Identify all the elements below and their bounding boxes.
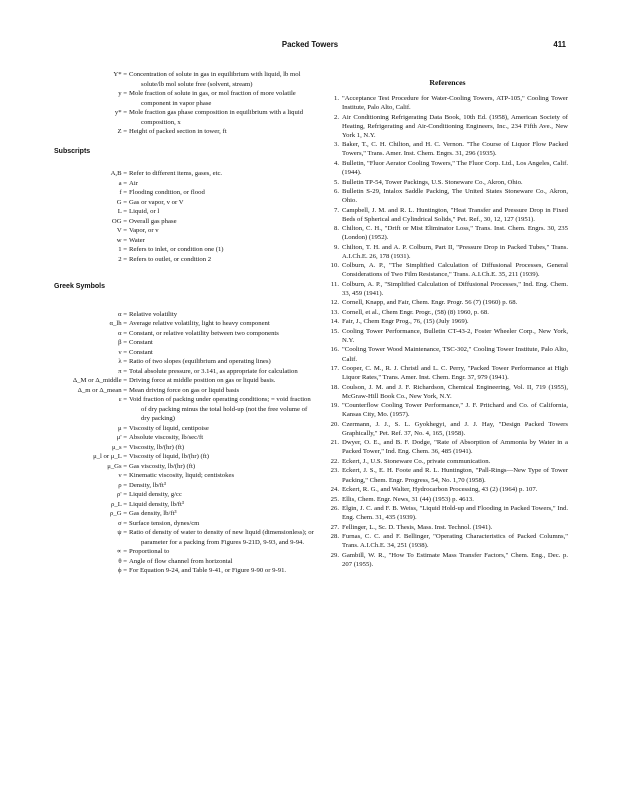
definition-symbol: μ_s = <box>112 443 127 451</box>
definition-text: Gas density, lb/ft³ <box>129 510 177 517</box>
definition-symbol: α_lh = <box>109 320 127 327</box>
reference-item <box>327 345 568 363</box>
definition-text: Liquid, or l <box>129 208 160 215</box>
reference-item <box>327 495 568 504</box>
reference-text: Eckert, R. G., and Walter, Hydrocarbon Processing, 43 (2) (1964) p. 107. <box>342 486 538 494</box>
definition-symbol: y = <box>118 90 127 97</box>
reference-item <box>327 523 568 532</box>
reference-item <box>327 308 568 317</box>
definition-text: Gas or vapor, v or V <box>129 198 184 206</box>
definition-text: Vapor, or v <box>129 227 159 234</box>
reference-text: Bulletin S-29, Intalox Saddle Packing, The United States Stoneware Co., Akron, Ohio. <box>342 187 568 205</box>
reference-number: 11. <box>330 280 339 288</box>
reference-number: 14. <box>330 318 339 326</box>
reference-item <box>327 485 568 494</box>
reference-number: 18. <box>330 383 339 391</box>
reference-number: 27. <box>330 523 339 531</box>
reference-text: Cooling Tower Performance, Bulletin CT-43-2, Foster Wheeler Corp., New York, N.Y. <box>342 327 568 344</box>
reference-text: Eckert, J., U.S. Stoneware Co., private communication. <box>342 457 491 465</box>
definition-text: Water <box>129 236 145 244</box>
definition-row <box>54 519 316 529</box>
reference-number: 23. <box>330 467 339 475</box>
definition-row <box>54 255 316 265</box>
definition-text: Mole fraction gas phase composition in equilibrium with a liquid composition, x <box>129 109 304 126</box>
definition-row <box>54 490 316 500</box>
definition-row <box>54 226 316 236</box>
definition-row <box>54 169 316 179</box>
reference-number: 22. <box>330 457 339 465</box>
definition-symbol: Δ_m or Δ_mean = <box>77 386 127 394</box>
definition-symbol: y* = <box>114 109 127 116</box>
reference-item <box>327 280 568 298</box>
reference-text: Gambill, W. R., "How To Estimate Mass Transfer Factors," Chem. Eng., Dec. p. 207 (1955). <box>342 551 568 568</box>
definition-text: Liquid density, g/cc <box>129 491 182 498</box>
definition-text: Concentration of solute in gas in equilibrium with liquid, lb mol solute/lb mol solute free (solvent, stream) <box>129 71 301 88</box>
definition-text: Total absolute pressure, or 3.141, as appropriate for calculation <box>129 367 298 375</box>
definition-row <box>54 471 316 481</box>
reference-text: Colburn, A. P., "The Simplified Calculation of Diffusional Processes, General Considerations of Two Film Resistance," Trans. A.I.Ch.E. 35, 211 (1939). <box>342 262 568 279</box>
reference-text: Colburn, A. P., "Simplified Calculation of Diffusional Processes," Ind. Eng. Chem. 33, 459 (1941). <box>342 280 568 297</box>
reference-text: Campbell, J. M. and R. L. Huntington, "Heat Transfer and Pressure Drop in Fixed Beds of Spherical and Cylindrical Solids," Pet. Ref., 30, 12, 127 (1951). <box>342 206 568 223</box>
definition-symbol: 1 = <box>118 246 127 253</box>
definition-text: Height of packed section in tower, ft <box>129 128 227 135</box>
reference-number: 13. <box>330 308 339 316</box>
definition-row <box>54 70 316 89</box>
reference-item <box>327 551 568 569</box>
reference-item <box>327 504 568 522</box>
definition-row <box>54 207 316 217</box>
definition-text: Flooding condition, or flood <box>129 189 205 196</box>
reference-item <box>327 298 568 307</box>
definition-symbol: Z = <box>117 128 127 135</box>
definition-symbol: OG = <box>111 217 127 225</box>
definition-row <box>54 357 316 367</box>
definition-symbol: Y* = <box>113 71 127 78</box>
definition-symbol: μ = <box>117 424 127 432</box>
definition-row <box>54 217 316 227</box>
definition-text: Constant, or relative volatility between two components <box>129 329 279 337</box>
reference-text: Fellinger, L., Sc. D. Thesis, Mass. Inst. Technol. (1941). <box>342 523 493 531</box>
subscripts-heading: Subscripts <box>54 147 91 155</box>
definition-symbol: ∝ = <box>116 548 127 555</box>
definition-row <box>54 566 316 576</box>
definition-text: Average relative volatility, light to heavy component <box>129 320 270 327</box>
definition-symbol: π = <box>118 367 127 375</box>
definition-row <box>54 338 316 348</box>
reference-item <box>327 178 568 187</box>
definition-text: Mean driving force on gas or liquid basis <box>129 386 240 394</box>
definition-text: Refer to different items, gases, etc. <box>129 170 223 177</box>
reference-text: Cornell, et al., Chem Engr. Progr., (58) (8) 1960, p. 68. <box>342 308 489 316</box>
greek-symbols-list <box>54 310 316 576</box>
reference-text: Dwyer, O. E., and B. F. Dodge, "Rate of Absorption of Ammonia by Water in a Packed Tower," Ind. Eng. Chem. 36, 485 (1941). <box>342 439 568 456</box>
definition-text: Gas viscosity, lb/(hr) (ft) <box>129 462 196 470</box>
definition-symbol: ρ_G = <box>110 510 127 517</box>
reference-item <box>327 159 568 177</box>
reference-number: 5. <box>333 178 339 186</box>
definition-text: Surface tension, dynes/cm <box>129 519 200 527</box>
reference-item <box>327 113 568 140</box>
definition-text: Constant <box>129 348 153 356</box>
definition-symbol: β = <box>118 339 127 346</box>
references-heading: References <box>429 78 466 87</box>
definition-symbol: ϕ = <box>118 567 127 574</box>
definition-row <box>54 481 316 491</box>
reference-item <box>327 140 568 158</box>
definition-symbol: λ = <box>118 358 127 365</box>
reference-number: 26. <box>330 504 339 512</box>
reference-text: Cornell, Knapp, and Fair, Chem. Engr. Progr. 56 (7) (1960) p. 68. <box>342 299 518 307</box>
definition-row <box>54 188 316 198</box>
reference-number: 1. <box>333 95 339 103</box>
page-number: 411 <box>553 40 566 49</box>
reference-item <box>327 466 568 484</box>
reference-number: 8. <box>333 225 339 233</box>
reference-number: 10. <box>330 262 339 270</box>
definition-text: Refers to outlet, or condition 2 <box>129 255 212 263</box>
definition-row <box>54 89 316 108</box>
running-header-title: Packed Towers <box>281 40 339 49</box>
reference-text: Czermann, J. J., S. L. Gyokhegyi, and J. J. Hay, "Design Packed Towers Graphically," Pet. Ref. 37, No. 4, 165, (1958). <box>342 420 568 437</box>
definition-symbol: G = <box>116 198 127 206</box>
definition-text: Kinematic viscosity, liquid; centistokes <box>129 472 235 479</box>
definition-text: Ratio of density of water to density of new liquid (dimensionless); or parameter for a packing from Figures 9-21D, 9-93, and 9-94. <box>129 529 314 546</box>
reference-text: Cooper, C. M., R. J. Christl and L. C. Perry, "Packed Tower Performance at High Liquor Rates," Trans. Amer. Inst. Chem. Engr. 37, 979 (1941). <box>342 365 568 382</box>
definition-row <box>54 433 316 443</box>
reference-number: 7. <box>333 206 339 214</box>
reference-number: 9. <box>333 243 339 251</box>
reference-item <box>327 383 568 401</box>
definition-row <box>54 500 316 510</box>
definition-text: Angle of flow channel from horizontal <box>129 557 233 565</box>
definition-text: Air <box>129 179 138 187</box>
reference-number: 16. <box>330 346 339 354</box>
reference-number: 2. <box>333 113 339 121</box>
definition-symbol: ε = <box>118 396 127 403</box>
reference-text: Baker, T., C. H. Chilton, and H. C. Vernon. "The Course of Liquor Flow Packed Towers," Trans. Amer. Inst. Chem. Engrs. 31, 296 (1935). <box>342 141 568 158</box>
reference-item <box>327 532 568 550</box>
reference-text: Air Conditioning Refrigerating Data Book, 10th Ed. (1958), American Society of Heating, Refrigerating and Air-Conditioning Engineers, Inc., 234 Fifth Ave., New York 1, N.Y. <box>342 113 568 139</box>
reference-text: "Acceptance Test Procedure for Water-Cooling Towers, ATP-105," Cooling Tower Institute, Palo Alto, Calif. <box>342 95 568 112</box>
definition-row <box>54 310 316 320</box>
definition-symbol: 2 = <box>118 255 127 263</box>
reference-number: 17. <box>330 365 339 373</box>
definition-row <box>54 452 316 462</box>
definition-symbol: a = <box>118 179 127 187</box>
reference-item <box>327 438 568 456</box>
reference-item <box>327 243 568 261</box>
reference-text: Fair, J., Chem Engr Prog., 76, (15) (July 1969). <box>342 318 469 326</box>
definition-row <box>54 329 316 339</box>
definition-symbol: α = <box>118 329 127 337</box>
reference-item <box>327 420 568 438</box>
reference-text: Elgin, J. C. and F. B. Weiss, "Liquid Hold-up and Flooding in Packed Towers," Ind. Eng. Chem. 31, 435 (1939). <box>342 504 568 522</box>
reference-number: 28. <box>330 533 339 541</box>
definition-symbol: α = <box>118 310 127 318</box>
definition-text: Void fraction of packing under operating conditions; = void fraction of dry packing minus the total hold-up (not the free volume of dry packing) <box>129 396 311 422</box>
reference-text: Eckert, J. S., E. H. Foote and R. L. Huntington, "Pall-Rings—New Type of Tower Packing," Chem. Engr. Progress, 54, No. 1,70 (1958). <box>342 467 568 484</box>
definition-symbol: ρ' = <box>117 491 127 498</box>
definition-symbol: V = <box>116 227 127 234</box>
definition-row <box>54 245 316 255</box>
definition-row <box>54 386 316 396</box>
definition-text: Liquid density, lb/ft³ <box>129 500 184 508</box>
definition-row <box>54 443 316 453</box>
reference-text: Ellis, Chem. Engr. News, 31 (44) (1953) p. 4613. <box>342 495 474 503</box>
definition-row <box>54 367 316 377</box>
reference-number: 29. <box>330 551 339 559</box>
reference-item <box>327 364 568 382</box>
nomenclature-column <box>54 70 316 576</box>
reference-item <box>327 317 568 326</box>
reference-number: 19. <box>330 402 339 410</box>
definition-text: Proportional to <box>129 548 170 555</box>
reference-item <box>327 261 568 279</box>
reference-text: "Cooling Tower Wood Maintenance, TSC-302," Cooling Tower Institute, Palo Alto, Calif. <box>342 346 568 363</box>
definition-symbol: σ = <box>117 519 127 527</box>
definition-text: Refers to inlet, or condition one (1) <box>129 246 224 253</box>
definition-text: For Equation 9-24, and Table 9-41, or Figure 9-90 or 9-91. <box>129 567 287 574</box>
reference-item <box>327 187 568 205</box>
definition-row <box>54 348 316 358</box>
definition-row <box>54 376 316 386</box>
definition-row <box>54 179 316 189</box>
reference-number: 24. <box>330 486 339 494</box>
reference-text: Bulletin TP-54, Tower Packings, U.S. Stoneware Co., Akron, Ohio. <box>342 178 523 186</box>
definition-row <box>54 547 316 557</box>
definition-text: Overall gas phase <box>129 217 177 225</box>
definition-row <box>54 319 316 329</box>
references-list <box>327 94 568 569</box>
definition-symbol: w = <box>116 236 127 244</box>
definition-text: Constant <box>129 339 153 346</box>
references-column <box>327 78 568 569</box>
definition-symbol: μ' = <box>116 434 127 441</box>
definition-symbol: Δ_M or Δ_middle = <box>72 377 127 384</box>
reference-item <box>327 224 568 242</box>
subscripts-list <box>54 169 316 264</box>
definition-text: Viscosity, lb/(hr) (ft) <box>129 443 185 451</box>
reference-text: Chilton, C. H., "Drift or Mist Eliminator Loss," Trans. Inst. Chem. Engrs. 30, 235 (London) (1952). <box>342 225 568 242</box>
definition-row <box>54 127 316 137</box>
definition-row <box>54 395 316 424</box>
reference-number: 15. <box>330 327 339 335</box>
definition-text: Density, lb/ft³ <box>129 481 166 489</box>
definition-symbol: f = <box>119 189 127 196</box>
definition-text: Absolute viscosity, lb/sec/ft <box>129 434 204 441</box>
greek-heading: Greek Symbols <box>54 283 105 290</box>
definition-row <box>54 462 316 472</box>
reference-text: Furnas, C. C. and F. Bellinger, "Operating Characteristics of Packed Columns," Trans. A.I.Ch.E. 34, 251 (1938). <box>342 533 568 550</box>
definition-row <box>54 424 316 434</box>
definition-row <box>54 108 316 127</box>
definition-row <box>54 557 316 567</box>
definition-row <box>54 528 316 547</box>
definition-text: Viscosity of liquid, centipoise <box>129 424 209 432</box>
definition-symbol: μ_l or μ_L = <box>93 453 127 460</box>
definition-symbol: ν = <box>118 348 127 356</box>
definition-row <box>54 198 316 208</box>
definition-symbol: A,B = <box>110 170 127 177</box>
definition-symbol: θ = <box>118 557 127 565</box>
definition-symbol: L = <box>117 208 127 215</box>
definition-text: Viscosity of liquid, lb/(hr) (ft) <box>129 453 210 460</box>
reference-number: 21. <box>330 439 339 447</box>
reference-number: 3. <box>333 141 339 149</box>
reference-text: Chilton, T. H. and A. P. Colburn, Part II, "Pressure Drop in Packed Tubes," Trans. A.I.Ch.E. 26, 178 (1931). <box>342 243 568 260</box>
definition-text: Relative volatility <box>129 310 178 318</box>
definition-symbol: ρ = <box>118 481 127 489</box>
reference-text: Bulletin, "Fluor Aerator Cooling Towers," The Fluor Corp. Ltd., Los Angeles, Calif. (1944). <box>342 159 568 177</box>
reference-number: 20. <box>330 420 339 428</box>
top-definitions <box>54 70 316 137</box>
reference-item <box>327 401 568 419</box>
definition-symbol: ν = <box>118 472 127 479</box>
definition-text: Ratio of two slopes (equilibrium and operating lines) <box>129 358 271 365</box>
definition-text: Driving force at middle position on gas or liquid basis. <box>129 377 276 384</box>
definition-symbol: μ_Gs = <box>107 462 127 470</box>
reference-item <box>327 327 568 345</box>
definition-row <box>54 236 316 246</box>
reference-item <box>327 457 568 466</box>
reference-item <box>327 206 568 224</box>
reference-number: 25. <box>330 495 339 503</box>
definition-row <box>54 509 316 519</box>
reference-number: 6. <box>333 187 339 195</box>
reference-text: "Counterflow Cooling Tower Performance," J. F. Pritchard and Co. of California, Kansas City, Mo. (1957). <box>342 402 568 419</box>
definition-symbol: ρ_L = <box>111 500 127 508</box>
reference-item <box>327 94 568 112</box>
reference-number: 4. <box>333 159 339 167</box>
definition-text: Mole fraction of solute in gas, or mol fraction of more volatile component in vapor phase <box>129 90 296 107</box>
reference-number: 12. <box>330 299 339 307</box>
definition-symbol: ψ = <box>117 529 127 536</box>
reference-text: Coulson, J. M. and J. F. Richardson, Chemical Engineering, Vol. II, 719 (1955), McGraw-Hill Book Co., New York, N.Y. <box>342 383 568 400</box>
